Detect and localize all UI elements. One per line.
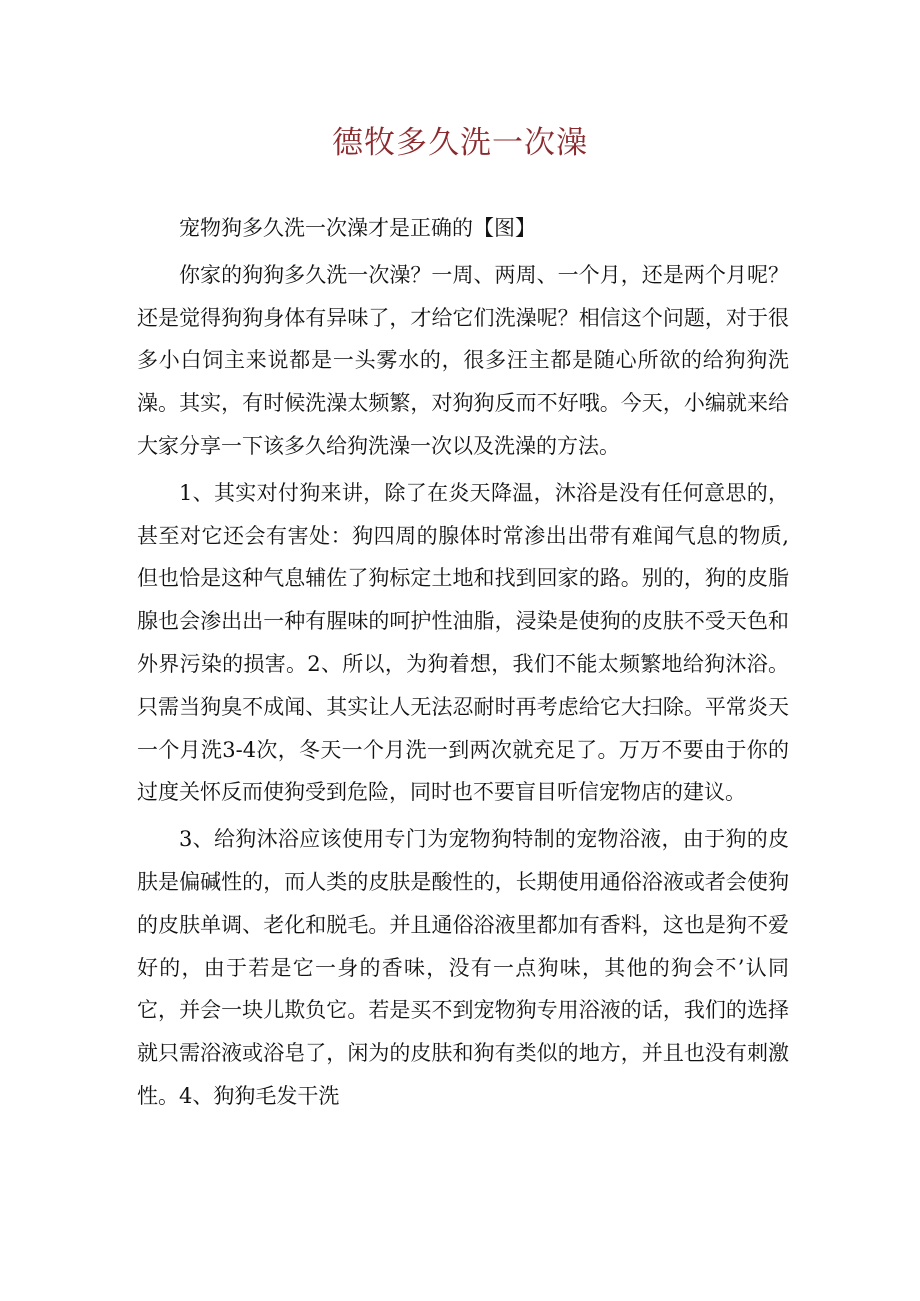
paragraph-intro: 你家的狗狗多久洗一次澡？一周、两周、一个月，还是两个月呢？还是觉得狗狗身体有异味了，才给它们洗澡呢？相信这个问题，对于很多小白饲主来说都是一头雾水的，很多汪主都是随心所欲的给狗狗洗澡。其实，有时候洗澡太频繁，对狗狗反而不好哦。今天，小编就来给大家分享一下该多久给狗洗澡一次以及洗澡的方法。 <box>137 262 789 458</box>
paragraph-points-3-4: 3、给狗沐浴应该使用专门为宠物狗特制的宠物浴液，由于狗的皮肤是偏碱性的，而人类的皮肤是酸性的，长期使用通俗浴液或者会使狗的皮肤单调、老化和脱毛。并且通俗浴液里都加有香料，这也是狗不爱好的，由于若是它一身的香味，没有一点狗味，其他的狗会不’认同它，并会一块儿欺负它。若是买不到宠物狗专用浴液的话，我们的选择就只需浴液或浴皂了，闲为的皮肤和狗有类似的地方，并且也没有刺激性。4、狗狗毛发干洗 <box>137 827 789 1108</box>
document-body <box>137 207 789 1122</box>
article-subtitle: 宠物狗多久洗一次澡才是正确的【图】 <box>179 216 536 240</box>
document-title: 德牧多久洗一次澡 <box>332 125 588 161</box>
paragraph-points-1-2: 1、其实对付狗来讲，除了在炎天降温，沐浴是没有任何意思的，甚至对它还会有害处：狗四周的腺体时常渗出出带有难闻气息的物质,但也恰是这种气息辅佐了狗标定土地和找到回家的路。别的，狗的皮脂腺也会渗出出一种有腥味的呵护性油脂，浸染是使狗的皮肤不受天色和外界污染的损害。2、所以，为狗着想，我们不能太频繁地给狗沐浴。只需当狗臭不成闻、其实让人无法忍耐时再考虑给它大扫除。平常炎天一个月洗3-4次，冬天一个月洗一到两次就充足了。万万不要由于你的过度关怀反而使狗受到危险，同时也不要盲目听信宠物店的建议。 <box>137 480 789 805</box>
